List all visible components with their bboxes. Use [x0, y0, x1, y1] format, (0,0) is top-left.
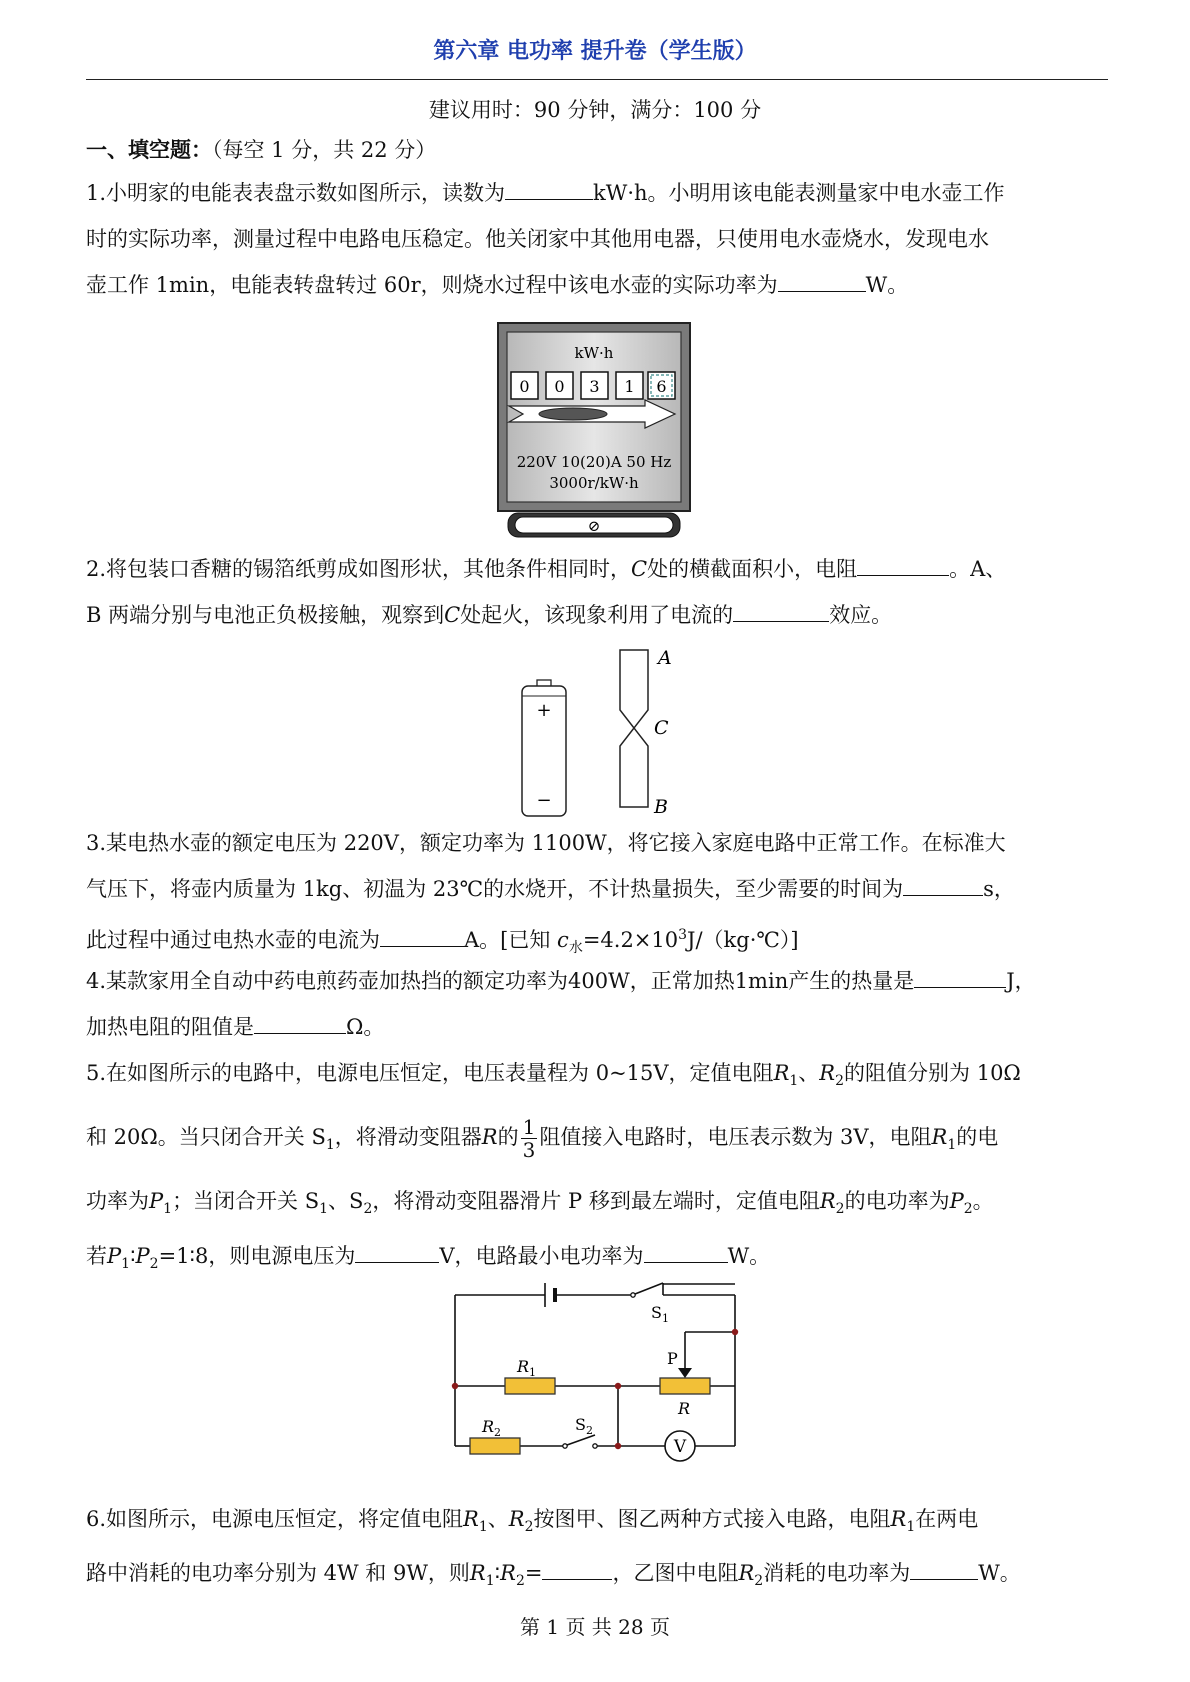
subscript: 1 — [121, 1255, 131, 1272]
r2-label: $R_2$ — [482, 1417, 502, 1439]
specific-heat-symbol: c — [557, 928, 569, 952]
meter-digit: 0 — [519, 377, 530, 396]
plus-label: + — [536, 700, 552, 721]
p-symbol: P — [949, 1189, 964, 1214]
q2-text: 处起火，该现象利用了电流的 — [460, 603, 734, 627]
rheostat-r — [660, 1378, 710, 1394]
knob-icon: ⊘ — [587, 517, 601, 535]
q2-text: 处的横截面积小，电阻 — [647, 557, 858, 581]
answer-blank[interactable] — [542, 1559, 612, 1580]
voltmeter-label: V — [673, 1437, 687, 1457]
q3-text: 3.某电热水壶的额定电压为 220V，额定功率为 1100W，将它接入家庭电路中正常工作。在标准大 — [86, 831, 1006, 855]
section-note: （每空 1 分，共 22 分） — [212, 138, 437, 162]
q3-text: J/（kg·℃）] — [687, 928, 799, 952]
answer-blank[interactable] — [254, 1013, 346, 1034]
meter-digit: 3 — [589, 377, 600, 396]
subscript: 1 — [485, 1573, 495, 1590]
q4-text: Ω。 — [346, 1015, 385, 1039]
q3-text: A。[已知 — [464, 928, 551, 952]
q5-text: ；当闭合开关 S — [172, 1189, 320, 1214]
battery-foil-figure — [510, 640, 710, 820]
answer-blank[interactable] — [778, 271, 866, 292]
page-title: 第六章 电功率 提升卷（学生版） — [433, 38, 757, 64]
rheostat-label: R — [678, 1399, 691, 1418]
fraction-denominator: 3 — [522, 1138, 536, 1163]
q6-text: ，乙图中电阻 — [612, 1561, 739, 1586]
q4-text: J， — [1006, 969, 1036, 993]
meter-constant: 3000r/kW·h — [549, 474, 639, 492]
answer-blank[interactable] — [914, 967, 1006, 988]
subscript: 1 — [319, 1201, 329, 1218]
electric-meter-figure — [495, 320, 695, 540]
subscript: 1 — [789, 1073, 799, 1090]
q1-text: 时的实际功率，测量过程中电路电压稳定。他关闭家中其他用电器，只使用电水壶烧水，发现电水 — [86, 227, 989, 251]
p-symbol: P — [135, 1243, 150, 1268]
resistor-r1 — [505, 1378, 555, 1394]
answer-blank[interactable] — [380, 926, 464, 947]
meter-digit: 0 — [554, 377, 565, 396]
q4-text: 加热电阻的阻值是 — [86, 1015, 254, 1039]
question-5 — [86, 1050, 1116, 1287]
exponent: 3 — [678, 927, 688, 943]
subscript: 2 — [363, 1201, 373, 1218]
subscript: 2 — [963, 1201, 973, 1218]
q3-text: 此过程中通过电热水壶的电流为 — [86, 928, 380, 952]
q6-text: 路中消耗的电功率分别为 4W 和 9W，则 — [86, 1561, 470, 1586]
q5-text: 的电 — [956, 1125, 999, 1150]
p-symbol: P — [149, 1189, 164, 1214]
s1-label: $S_1$ — [651, 1303, 669, 1325]
tin-foil-strip — [620, 650, 648, 807]
q6-text: 6.如图所示，电源电压恒定，将定值电阻 — [86, 1507, 464, 1531]
question-2 — [86, 546, 1116, 638]
fraction-numerator: 1 — [522, 1115, 536, 1140]
q6-text: 消耗的电功率为 — [763, 1561, 911, 1586]
r-symbol: R — [819, 1189, 836, 1214]
r-symbol: R — [773, 1061, 790, 1085]
point-c-label: C — [631, 557, 648, 581]
q1-text: W。 — [865, 273, 909, 297]
answer-blank[interactable] — [644, 1242, 728, 1263]
slider-p-label: P — [667, 1349, 678, 1368]
s2-label: $S_2$ — [575, 1415, 593, 1437]
header-divider — [86, 79, 1108, 80]
point-c-label: C — [654, 717, 669, 739]
q6-text: = — [524, 1561, 543, 1586]
q2-text: B 两端分别与电池正负极接触，观察到 — [86, 603, 445, 627]
q5-text: 若 — [86, 1243, 107, 1268]
q5-text: 和 20Ω。当只闭合开关 S — [86, 1125, 326, 1150]
subscript: 2 — [835, 1201, 845, 1218]
q6-text: 、 — [487, 1507, 509, 1531]
question-1 — [86, 170, 1116, 308]
q5-text: ，将滑动变阻器滑片 P 移到最左端时，定值电阻 — [372, 1189, 820, 1214]
subscript: 2 — [149, 1255, 159, 1272]
resistor-r2 — [470, 1438, 520, 1454]
page-footer: 第 1 页 共 28 页 — [520, 1615, 670, 1639]
r-symbol: R — [819, 1061, 836, 1085]
subscript: 2 — [835, 1073, 845, 1090]
q1-text: 1.小明家的电能表表盘示数如图所示，读数为 — [86, 181, 506, 205]
q5-text: =1∶8，则电源电压为 — [158, 1243, 356, 1268]
exam-info: 建议用时：90 分钟，满分：100 分 — [428, 98, 762, 122]
meter-digit: 1 — [624, 377, 635, 396]
answer-blank[interactable] — [903, 875, 983, 896]
r-symbol: R — [469, 1561, 486, 1586]
q5-text: 、S — [328, 1189, 364, 1214]
r-symbol: R — [508, 1507, 525, 1531]
answer-blank[interactable] — [857, 555, 949, 576]
battery-icon — [522, 680, 566, 816]
point-c-label: C — [444, 603, 461, 627]
subscript: 2 — [754, 1573, 764, 1590]
q1-text: 壶工作 1min，电能表转盘转过 60r，则烧水过程中该电水壶的实际功率为 — [86, 273, 778, 297]
q5-text: 阻值接入电路时，电压表示数为 3V，电阻 — [539, 1125, 932, 1150]
q5-text: ∶ — [130, 1243, 136, 1268]
q5-text: 功率为 — [86, 1189, 149, 1214]
end-b-label: B — [654, 796, 668, 818]
battery-icon — [545, 1283, 555, 1307]
meter-spec: 220V 10(20)A 50 Hz — [516, 453, 672, 471]
q1-text: kW·h。小明用该电能表测量家中电水壶工作 — [593, 181, 1005, 205]
q5-text: 的电功率为 — [844, 1189, 950, 1214]
question-6 — [86, 1496, 1116, 1604]
subscript: 1 — [947, 1137, 957, 1154]
q5-text: W。 — [727, 1243, 771, 1268]
q3-text: 气压下，将壶内质量为 1kg、初温为 23℃的水烧开，不计热量损失，至少需要的时间为 — [86, 877, 904, 901]
p-symbol: P — [107, 1243, 122, 1268]
section-heading — [86, 134, 436, 164]
symbol-subscript: 水 — [568, 940, 583, 957]
r1-label: $R_1$ — [517, 1357, 537, 1379]
q6-text: 按图甲、图乙两种方式接入电路，电阻 — [533, 1507, 891, 1531]
subscript: 1 — [478, 1519, 488, 1536]
r-symbol: R — [463, 1507, 479, 1531]
meter-digits — [511, 372, 675, 399]
disc-icon — [539, 408, 607, 420]
section-label: 一、填空题： — [86, 137, 212, 162]
meter-unit: kW·h — [574, 344, 614, 362]
subscript: 2 — [524, 1519, 534, 1536]
q2-text: 。A、 — [949, 557, 1007, 581]
q2-text: 效应。 — [829, 603, 893, 627]
q5-text: V，电路最小电功率为 — [439, 1243, 644, 1268]
q2-text: 2.将包装口香糖的锡箔纸剪成如图形状，其他条件相同时， — [86, 557, 632, 581]
q5-text: ，将滑动变阻器 — [334, 1125, 482, 1150]
subscript: 1 — [325, 1137, 335, 1154]
answer-blank[interactable] — [505, 179, 593, 200]
subscript: 2 — [515, 1573, 525, 1590]
slider-arrow-icon[interactable] — [678, 1368, 692, 1378]
q3-text: s， — [983, 877, 1015, 901]
r-symbol: R — [500, 1561, 516, 1586]
q5-text: 的 — [497, 1125, 519, 1150]
q6-text: ∶ — [494, 1561, 501, 1586]
subscript: 1 — [906, 1519, 916, 1536]
answer-blank[interactable] — [733, 601, 829, 622]
q6-text: W。 — [978, 1561, 1021, 1586]
q5-text: 、 — [798, 1061, 820, 1085]
r-symbol: R — [931, 1125, 948, 1150]
q4-text: 4.某款家用全自动中药电煎药壶加热挡的额定功率为400W，正常加热1min产生的热量是 — [86, 969, 915, 993]
r-symbol: R — [890, 1507, 907, 1531]
q3-text: =4.2×10 — [582, 928, 679, 952]
q6-text: 在两电 — [915, 1507, 979, 1531]
r-symbol: R — [738, 1561, 755, 1586]
meter-digit: 6 — [656, 377, 667, 396]
q5-text: 。 — [972, 1189, 994, 1214]
q5-text: 5.在如图所示的电路中，电源电压恒定，电压表量程为 0~15V，定值电阻 — [86, 1061, 774, 1085]
end-a-label: A — [658, 647, 672, 669]
question-4 — [86, 958, 1116, 1050]
switch-s1[interactable] — [631, 1283, 663, 1297]
fraction — [521, 1116, 538, 1161]
answer-blank[interactable] — [910, 1559, 978, 1580]
minus-label: − — [536, 790, 552, 811]
question-3 — [86, 820, 1116, 971]
circuit-diagram — [445, 1270, 750, 1475]
answer-blank[interactable] — [355, 1242, 439, 1263]
r-symbol: R — [481, 1125, 498, 1150]
q5-text: 的阻值分别为 10Ω — [844, 1061, 1021, 1085]
subscript: 1 — [163, 1201, 173, 1218]
